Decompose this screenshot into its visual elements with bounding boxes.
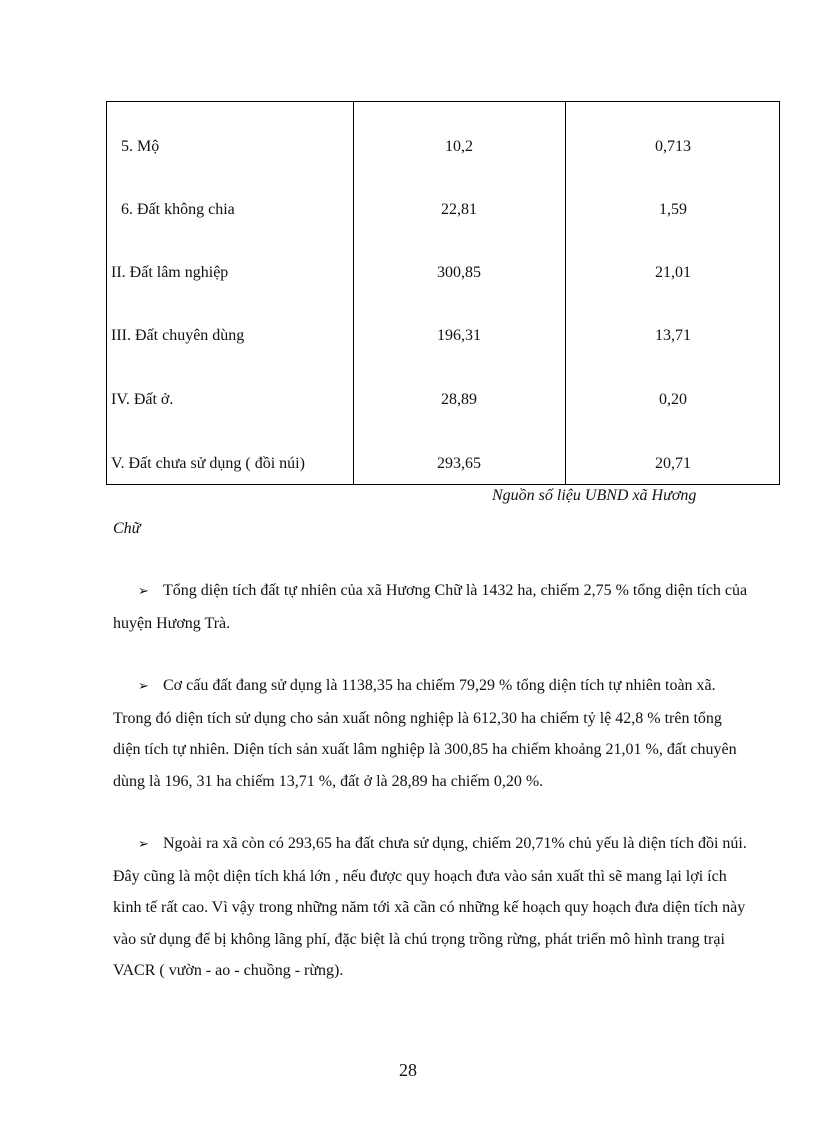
paragraph-text: Cơ cấu đất đang sử dụng là 1138,35 ha chiếm 79,29 % tổng diện tích tự nhiên toàn xã. Trong đó diện tích sử dụng cho sản xuất nông nghiệp là 612,30 ha chiếm tỷ lệ 42,8 % trên tổng diện tích tự nhiên. Diện tích sản xuất lâm nghiệp là 300,85 ha chiếm khoảng 21,01 %, đất chuyên dùng là 196, 31 ha chiếm 13,71 %, đất ở là 28,89 ha chiếm 0,20 %.: [113, 677, 737, 790]
row-area: 293,65: [437, 455, 481, 472]
land-use-table: [106, 101, 780, 485]
source-note-continued: Chữ: [113, 520, 141, 537]
row-label: III. Đất chuyên dùng: [111, 327, 245, 344]
page-number: 28: [399, 1060, 417, 1080]
column-divider: [353, 102, 354, 484]
row-percent: 20,71: [655, 455, 691, 472]
bullet-paragraph: [113, 828, 753, 987]
bullet-paragraph: [113, 670, 753, 797]
row-label: 6. Đất không chia: [121, 201, 235, 218]
row-percent: 13,71: [655, 327, 691, 344]
row-area: 22,81: [441, 201, 477, 218]
row-label: V. Đất chưa sử dụng ( đồi núi): [111, 455, 305, 472]
row-percent: 0,713: [655, 138, 691, 155]
row-area: 196,31: [437, 327, 481, 344]
arrow-bullet-icon: ➢: [138, 679, 149, 694]
bullet-paragraph: [113, 575, 753, 639]
row-label: 5. Mộ: [121, 138, 160, 155]
row-area: 28,89: [441, 391, 477, 408]
row-percent: 0,20: [659, 391, 687, 408]
source-note: Nguồn số liệu UBND xã Hương: [492, 487, 697, 504]
row-area: 10,2: [445, 138, 473, 155]
paragraph-text: Ngoài ra xã còn có 293,65 ha đất chưa sử dụng, chiếm 20,71% chủ yếu là diện tích đồi núi. Đây cũng là một diện tích khá lớn , nếu được quy hoạch đưa vào sản xuất thì sẽ mang lại lợi ích kinh tế rất cao. Vì vậy trong những năm tới xã cần có những kế hoạch quy hoạch đưa diện tích này vào sử dụng để bị không lãng phí, đặc biệt là chú trọng trồng rừng, phát triển mô hình trang trại VACR ( vườn - ao - chuồng - rừng).: [113, 835, 747, 979]
arrow-bullet-icon: ➢: [138, 837, 149, 852]
paragraph-text: Tổng diện tích đất tự nhiên của xã Hương Chữ là 1432 ha, chiếm 2,75 % tổng diện tích của huyện Hương Trà.: [113, 582, 748, 632]
row-label: IV. Đất ở.: [111, 391, 174, 408]
row-label: II. Đất lâm nghiệp: [111, 264, 229, 281]
row-percent: 1,59: [659, 201, 687, 218]
row-percent: 21,01: [655, 264, 691, 281]
arrow-bullet-icon: ➢: [138, 584, 149, 599]
column-divider: [565, 102, 566, 484]
row-area: 300,85: [437, 264, 481, 281]
